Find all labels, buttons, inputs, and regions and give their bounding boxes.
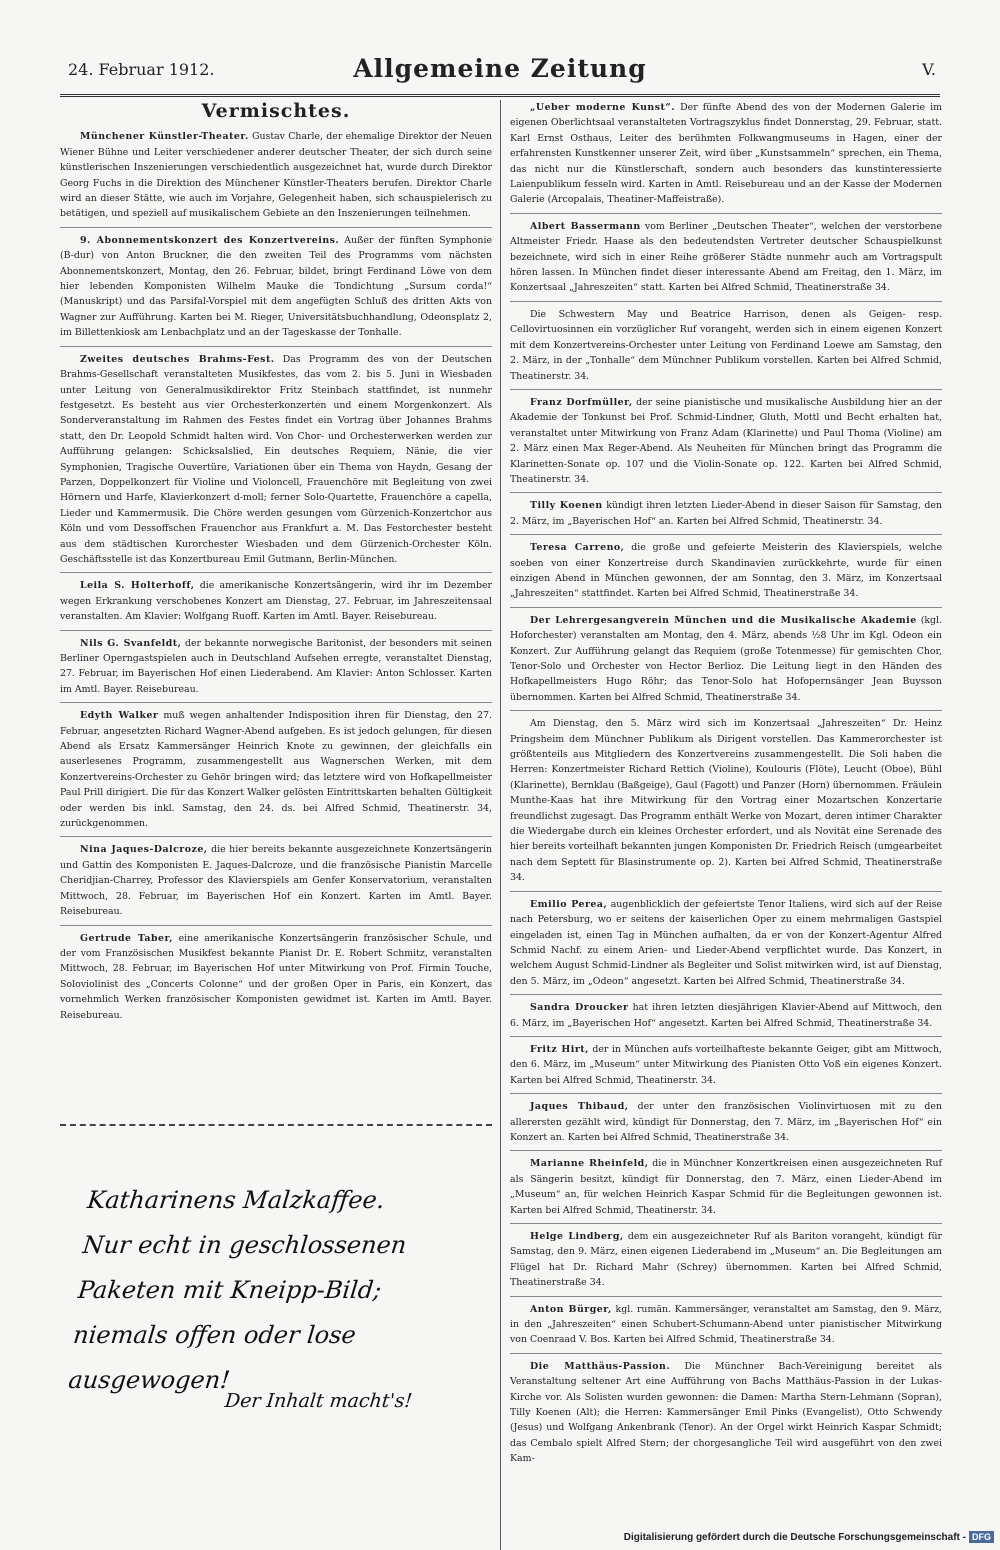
article xyxy=(60,233,492,347)
article xyxy=(510,540,942,608)
article-text: die hier bereits bekannte ausgezeichnete Konzertsängerin und Gattin des Komponisten E. Jaques-Dalcroze, und die französische Pianistin Marcelle Cheridjian-Charrey, Professor des Klavierspiels am Genfer Konservatorium, veranstalten Mittwoch, 28. Februar, im Bayerischen Hof ein Konzert. Karten im Amtl. Bayer. Reisebureau. xyxy=(60,844,492,918)
article-title: Sandra Droucker xyxy=(530,1002,629,1014)
handwritten-line: Nur echt in geschlossenen xyxy=(81,1231,408,1259)
handwritten-line: niemals offen oder lose xyxy=(71,1321,358,1349)
article-title: „Ueber moderne Kunst“. xyxy=(530,102,676,113)
article-text: die amerikanische Konzertsängerin, wird ihr im Dezember wegen Erkrankung verschobenes Konzert am Dienstag, 27. Februar, im Jahreszeitensaal veranstalten. Am Klavier: Wolfgang Ruoff. Karten im Amtl. Bayer. Reisebureau. xyxy=(60,580,492,623)
article-title: Tilly Koenen xyxy=(530,500,603,512)
handwritten-advertisement xyxy=(66,1178,490,1403)
section-heading: Vermischtes. xyxy=(201,100,351,122)
article xyxy=(510,1156,942,1224)
article xyxy=(60,129,492,227)
article xyxy=(510,1042,942,1094)
article xyxy=(60,708,492,837)
article xyxy=(60,636,492,704)
article-title: Jaques Thibaud, xyxy=(530,1101,629,1113)
handwritten-line: ausgewogen! xyxy=(67,1366,232,1394)
article-text: der in München aufs vorteilhafteste bekannte Geiger, gibt am Mittwoch, den 6. März, im „Museum“ unter Mitwirkung des Pianisten Otto Voß ein eigenes Konzert. Karten bei Alfred Schmid, Theatinerstr. 34. xyxy=(510,1043,942,1086)
article-text: dem ein ausgezeichneter Ruf als Bariton vorangeht, kündigt für Samstag, den 9. März, einen eigenen Liederabend im „Museum“ an. Die Begleitungen am Flügel hat Dr. Richard Mahr (Schrey) übernommen. Karten bei Alfred Schmid, Theatinerstraße 34. xyxy=(510,1231,943,1289)
article-title: Fritz Hirt, xyxy=(530,1043,589,1055)
article-text: Das Programm des von der Deutschen Brahms-Gesellschaft veranstalteten Musikfestes, das vom 2. bis 5. Juni in Wiesbaden unter Leitung von Generalmusikdirektor Fritz Steinbach stattfindet, ist nunmehr festgesetzt. Es besteht aus vier Orchesterkonzerten und einem Morgenkonzert. Als Sonderveranstaltung im Rahmen des Festes findet ein Vortrag über Johannes Brahms statt, den Dr. Leopold Schmidt halten wird. Von Chor- und Orchesterwerken werden zur Aufführung gelangen: Schicksalslied, Ein deutsches Requiem, Nänie, die vier Symphonien, Tragische Ouvertüre, Variationen über ein Thema von Haydn, Gesang der Parzen, Doppelkonzert für Violine und Violoncell, Frauenchöre mit Begleitung von zwei Hörnern und Harfe, Klavierkonzert d-moll; ferner Solo-Quartette, Frauenchöre a capella, Lieder und Kammermusik. Die Chöre werden gesungen vom Gürzenich-Konzertchor aus Köln und vom Dessoffschen Frauenchor aus Frankfurt a. M. Das Festorchester besteht aus dem städtischen Kurorchester Wiesbaden und dem Gürzenich-Orchester Köln. Geschäftsstelle ist das Konzertbureau Emil Gutmann, Berlin-München. xyxy=(60,353,493,565)
issue-date: 24. Februar 1912. xyxy=(68,60,215,79)
article-text: Der fünfte Abend des von der Modernen Galerie im eigenen Oberlichtsaal veranstalteten Vortragszyklus findet Donnerstag, 29. Februar, statt. Karl Ernst Osthaus, Leiter des berühmten Folkwangmuseums in Hagen, einer der erfahrensten Kunstkenner unserer Zeit, wird über „Kunstsammeln“ sprechen, ein Thema, das nicht nur die Künstlerschaft, sondern auch besonders das kunstinteressierte Laienpublikum fesseln wird. Karten in Amtl. Reisebureau und an der Kasse der Modernen Galerie (Arcopalais, Theatiner-Maffeistraße). xyxy=(510,102,942,206)
handwritten-slogan: Der Inhalt macht's! xyxy=(223,1390,414,1412)
article-title: Nina Jaques-Dalcroze, xyxy=(80,844,208,856)
article-title: Albert Bassermann xyxy=(530,220,641,232)
article xyxy=(510,1000,942,1037)
left-column xyxy=(60,100,492,1033)
article-text: augenblicklich der gefeiertste Tenor Italiens, wird sich auf der Reise nach Petersburg, wo er seitens der kaiserlichen Oper zu einem mehrmaligen Gastspiel eingeladen ist, einen Tag in München aufhalten, da er von der Konzert-Agentur Alfred Schmid Nachf. zu einem Arien- und Lieder-Abend verpflichtet wurde. Das Konzert, in welchem August Schmid-Lindner als Begleiter und Solist mitwirken wird, ist auf Dienstag, den 5. März, im „Odeon“ angesetzt. Karten bei Alfred Schmid, Theatinerstraße 34. xyxy=(510,898,942,987)
article-text: der seine pianistische und musikalische Ausbildung hier an der Akademie der Tonkunst bei Prof. Schmid-Lindner, Gluth, Mottl und Becht erhalten hat, veranstaltet unter Mitwirkung von Franz Adam (Klarinette) und Paul Thoma (Violine) am 2. März einen Max Reger-Abend. Als Neuheiten für München bringt das Programm die Klarinetten-Sonate op. 107 und die Violin-Sonate op. 122. Karten bei Alfred Schmid, Theatinerstr. 34. xyxy=(510,396,943,485)
article-title: Die Matthäus-Passion. xyxy=(530,1360,671,1372)
article-text: der unter den französischen Violinvirtuosen mit zu den allerersten gezählt wird, kündigt für Donnerstag, den 7. März, im „Bayerischen Hof“ ein Konzert an. Karten bei Alfred Schmid, Theatinerstraße 34. xyxy=(510,1101,942,1143)
article-text: hat ihren letzten diesjährigen Klavier-Abend auf Mittwoch, den 6. März, im „Bayerischen Hof“ angesetzt. Karten bei Alfred Schmid, Theatinerstraße 34. xyxy=(510,1002,943,1029)
article xyxy=(60,931,492,1028)
article-text: die große und gefeierte Meisterin des Klavierspiels, welche soeben von einer Konzertreise durch Skandinavien zurückkehrte, wurde für einen einzigen Abend in München gewonnen, der am Sonntag, den 3. März, im Konzertsaal „Jahreszeiten“ stattfindet. Karten bei Alfred Schmid, Theatinerstraße 34. xyxy=(510,542,942,600)
ad-divider xyxy=(60,1124,492,1126)
article xyxy=(510,897,942,995)
newspaper-title: Allgemeine Zeitung xyxy=(353,54,647,83)
article-title: Leila S. Holterhoff, xyxy=(80,580,195,592)
article-title: Franz Dorfmüller, xyxy=(530,396,633,408)
article-title: Anton Bürger, xyxy=(530,1303,612,1315)
right-column xyxy=(510,100,942,1477)
article-title: Münchener Künstler-Theater. xyxy=(80,131,249,143)
page-number: V. xyxy=(922,60,936,79)
article-title: 9. Abonnementskonzert des Konzertvereins. xyxy=(80,234,340,246)
article-text: eine amerikanische Konzertsängerin französischer Schule, und der vom Französischen Musikfest bekannte Pianist Dr. E. Robert Schmitz, veranstalten Mittwoch, 28. Februar, im Bayerischen Hof unter Mitwirkung von Prof. Firmin Touche, Soloviolinist des „Concerts Colonne“ und der großen Oper in Paris, ein Konzert, das vornehmlich Werken französischer Komponisten gewidmet ist. Karten im Amtl. Bayer. Reisebureau. xyxy=(60,932,492,1021)
article-text: kgl. rumän. Kammersänger, veranstaltet am Samstag, den 9. März, in den „Jahreszeiten“ einen Schubert-Schumann-Abend unter pianistischer Mitwirkung von Coenraad V. Bos. Karten bei Alfred Schmid, Theatinerstraße 34. xyxy=(510,1303,942,1346)
page-header xyxy=(60,54,940,97)
article-text: die in Münchner Konzertkreisen einen ausgezeichneten Ruf als Sängerin besitzt, kündigt für Donnerstag, den 7. März, einen Lieder-Abend im „Museum“ an, für welchen Heinrich Kaspar Schmid für die Begleitungen gewonnen ist. Karten bei Alfred Schmid, Theatinerstr. 34. xyxy=(510,1158,943,1216)
article-title: Gertrude Taber, xyxy=(80,932,174,944)
article xyxy=(510,1302,942,1354)
column-divider xyxy=(500,100,501,1550)
article-title: Teresa Carreno, xyxy=(530,542,625,554)
article-text: (kgl. Hoforchester) veranstalten am Montag, den 4. März, abends ½8 Uhr im Kgl. Odeon ein Konzert. Zur Aufführung gelangt das Requiem (große Totenmesse) für gemischten Chor, Tenor-Solo und Orchester von Hector Berlioz. Die Leitung liegt in den Händen des Hofkapellmeisters Hugo Röhr; das Tenor-Solo hat Hofopernsänger Jean Buysson übernommen. Karten bei Alfred Schmid, Theatinerstraße 34. xyxy=(510,614,943,703)
article-text: der bekannte norwegische Baritonist, der besonders mit seinen Berliner Operngastspielen auch in Deutschland Aufsehen erregte, veranstaltet Dienstag, 27. Februar, im Bayerischen Hof einen Liederabend. Am Klavier: Anton Schlosser. Karten im Amtl. Bayer. Reisebureau. xyxy=(60,637,492,695)
article xyxy=(60,842,492,925)
dfg-logo: DFG xyxy=(969,1531,994,1543)
article xyxy=(510,1229,942,1297)
article xyxy=(510,395,942,493)
article xyxy=(510,498,942,535)
article xyxy=(510,716,942,891)
article-title: Der Lehrergesangverein München und die Musikalische Akademie xyxy=(530,614,917,626)
article xyxy=(510,219,942,302)
handwritten-line: Katharinens Malzkaffee. xyxy=(86,1186,386,1214)
article-text: Gustav Charle, der ehemalige Direktor der Neuen Wiener Bühne und Leiter verschiedener anderer deutscher Theater, der sich durch seine künstlerischen Inszenierungen verschiedentlich ausgezeichnet hat, wurde durch Direktor Georg Fuchs in die Direktion des Münchener Künstler-Theaters berufen. Direktor Charle wird an dieser Stätte, wie auch im Vorjahre, Gelegenheit haben, sich schauspielerisch zu betätigen, und speziell auf musikalischem Gebiete an den Inszenierungen teilnehmen. xyxy=(60,131,493,220)
article-title: Emilio Perea, xyxy=(530,898,608,910)
article xyxy=(60,578,492,630)
handwritten-line: Paketen mit Kneipp-Bild; xyxy=(76,1276,383,1304)
article xyxy=(510,613,942,711)
article xyxy=(60,352,492,574)
article-title: Zweites deutsches Brahms-Fest. xyxy=(80,353,275,365)
article-title: Nils G. Svanfeldt, xyxy=(80,637,182,649)
article-text: Die Münchner Bach-Vereinigung bereitet als Veranstaltung seltener Art eine Aufführung von Bachs Matthäus-Passion in der Lukas-Kirche vor. Als Solisten wurden gewonnen: die Damen: Martha Stern-Lehmann (Sopran), Tilly Koenen (Alt); die Herren: Kammersänger Emil Pinks (Evangelist), Otto Schwendy (Jesus) und Wolfgang Ankenbrank (Tenor). An der Orgel wirkt Heinrich Kaspar Schmidt; das Cembalo spielt Alfred Stern; der chorgesangliche Teil wird ausgeführt von den zwei Kam- xyxy=(510,1360,942,1465)
article xyxy=(510,1359,942,1472)
article-text: muß wegen anhaltender Indisposition ihren für Dienstag, den 27. Februar, angesetzten Richard Wagner-Abend aufgeben. Es ist jedoch gelungen, für diesen Abend als Ersatz Kammersänger Heinrich Knote zu gewinnen, der gleichfalls ein auserlesenes Programm, zusammengestellt aus Wagnerschen Werken, mit dem Konzertvereins-Orchester zu Gehör bringen wird; das letztere wird von Hofkapellmeister Paul Prill dirigiert. Die für das Konzert Walker gelösten Eintrittskarten behalten Gültigkeit oder werden bis inkl. Samstag, den 24. ds. bei Alfred Schmid, Theatinerstr. 34, zurückgenommen. xyxy=(60,710,493,830)
article-text: Außer der fünften Symphonie (B-dur) von Anton Bruckner, die den zweiten Teil des Programms vom nächsten Abonnementskonzert, Montag, den 26. Februar, bildet, bringt Ferdinand Löwe von dem hier lebenden Komponisten Wilhelm Mauke die Tondichtung „Sursum corda!“ (Manuskript) und das Parsifal-Vorspiel mit dem angefügten Schluß des dritten Akts von Wagner zur Aufführung. Karten bei M. Rieger, Universitätsbuchhandlung, Odeonsplatz 2, im Billettenkiosk am Lenbachplatz und an der Tageskasse der Tonhalle. xyxy=(60,234,492,339)
article xyxy=(510,307,942,390)
footer-text: Digitalisierung gefördert durch die Deutsche Forschungsgemeinschaft - xyxy=(623,1532,966,1543)
article-text: vom Berliner „Deutschen Theater“, welchen der verstorbene Altmeister Friedr. Haase als den bedeutendsten Vertreter deutscher Schauspielkunst bezeichnete, wird sich in einer Reihe größerer Städte nunmehr auch am Vortragspult hören lassen. In München findet dieser interessante Abend am Freitag, den 1. März, im Konzertsaal „Jahreszeiten“ statt. Karten bei Alfred Schmid, Theatinerstraße 34. xyxy=(510,220,942,294)
article-title: Marianne Rheinfeld, xyxy=(530,1158,649,1170)
article-title: Edyth Walker xyxy=(80,710,159,722)
article-text: Die Schwestern May und Beatrice Harrison, denen als Geigen- resp. Cellovirtuosinnen ein vorzüglicher Ruf vorangeht, werden sich in einem eigenen Konzert mit dem Konzertvereins-Orchester unter Leitung von Ferdinand Loewe am Samstag, den 2. März, in der „Tonhalle“ dem Münchner Publikum vorstellen. Karten bei Alfred Schmid, Theatinerstr. 34. xyxy=(510,308,942,382)
article xyxy=(510,100,942,214)
article-text: Am Dienstag, den 5. März wird sich im Konzertsaal „Jahreszeiten“ Dr. Heinz Pringsheim dem Münchner Publikum als Dirigent vorstellen. Das Kammerorchester ist größtenteils aus Mitgliedern des Konzertvereins zusammengestellt. Die Soli haben die Herren: Konzertmeister Richard Rettich (Violine), Koulouris (Flöte), Leucht (Oboe), Bühl (Klarinette), Bernklau (Baßgeige), Gaul (Fagott) und Panzer (Horn) übernommen. Fräulein Munthe-Kaas hat ihre Mitwirkung für den Vortrag einer Mozartschen Konzertarie freundlichst zugesagt. Das Programm enthält Werke von Mozart, deren intimer Charakter die Wiedergabe durch ein kleines Orchester erfordert, und als Novität eine Serenade des hier bereits vorteilhaft bekannten jungen Komponisten Dr. Friedrich Reisch (umgearbeitet nach dem Septett für Blasinstrumente op. 2). Karten bei Alfred Schmid, Theatinerstraße 34. xyxy=(510,718,942,884)
digitization-footer xyxy=(624,1531,994,1543)
article-text: kündigt ihren letzten Lieder-Abend in dieser Saison für Samstag, den 2. März, im „Bayerischen Hof“ an. Karten bei Alfred Schmid, Theatinerstr. 34. xyxy=(510,500,942,527)
article-title: Helge Lindberg, xyxy=(530,1231,624,1242)
article xyxy=(510,1099,942,1151)
